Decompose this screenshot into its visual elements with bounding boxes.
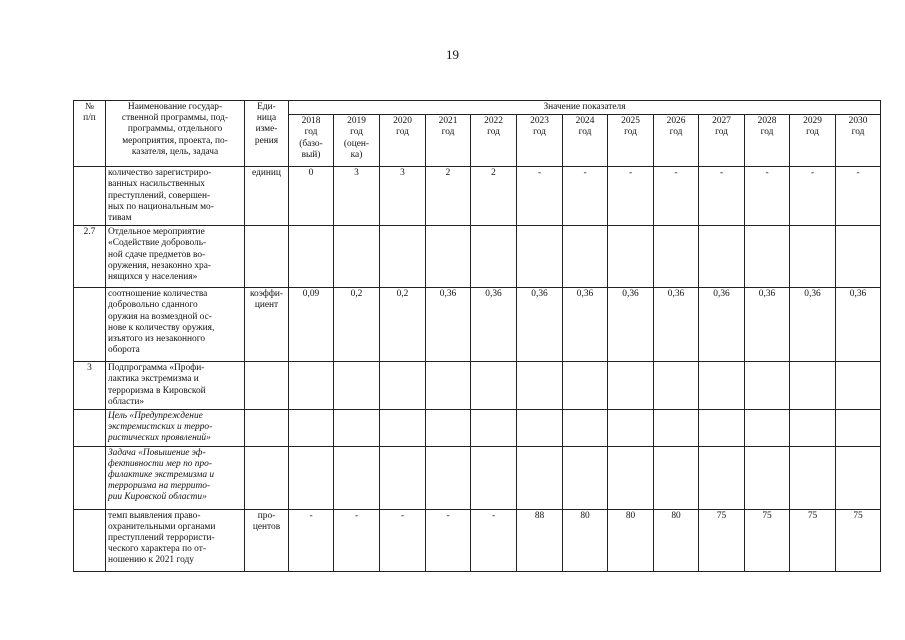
row-value: - (517, 167, 563, 226)
row-value: - (654, 167, 699, 226)
row-value (334, 410, 380, 447)
row-value: 0,2 (334, 288, 380, 362)
row-unit: про- центов (245, 509, 289, 571)
row-value (380, 226, 426, 288)
row-value (563, 410, 608, 447)
row-value: 0,36 (699, 288, 745, 362)
row-value (654, 226, 699, 288)
row-value (745, 362, 790, 410)
row-value: 75 (745, 509, 790, 571)
row-value (836, 410, 881, 447)
header-year: 2023 год (517, 115, 563, 167)
row-unit (245, 410, 289, 447)
header-value-group: Значение показателя (289, 101, 881, 115)
table-row (74, 226, 881, 288)
row-num: 3 (74, 362, 106, 410)
row-value (426, 446, 471, 509)
row-unit: коэффи- циент (245, 288, 289, 362)
row-value: 80 (563, 509, 608, 571)
header-year: 2027 год (699, 115, 745, 167)
row-value (426, 362, 471, 410)
header-year: 2028 год (745, 115, 790, 167)
page-number: 19 (446, 47, 459, 62)
table-row (74, 410, 881, 447)
row-value (289, 226, 334, 288)
row-num (74, 446, 106, 509)
row-value: 2 (471, 167, 517, 226)
header-year: 2020 год (380, 115, 426, 167)
row-value (836, 226, 881, 288)
row-value (517, 446, 563, 509)
row-num (74, 167, 106, 226)
row-value (289, 410, 334, 447)
row-value (699, 410, 745, 447)
row-value (745, 226, 790, 288)
header-unit: Еди- ница изме- рения (245, 101, 289, 167)
table-header (74, 101, 881, 167)
row-value: - (426, 509, 471, 571)
row-value: 0,09 (289, 288, 334, 362)
row-value: - (563, 167, 608, 226)
header-name: Наименование государ- ственной программы, под- программы, отдельного мероприятия, проекта, по- казателя, цель, задача (106, 101, 245, 167)
table-row (74, 446, 881, 509)
header-year: 2025 год (608, 115, 654, 167)
row-value (608, 446, 654, 509)
row-value: - (380, 509, 426, 571)
row-unit (245, 446, 289, 509)
row-value: 0,36 (426, 288, 471, 362)
row-value: 0,36 (608, 288, 654, 362)
indicator-table (73, 100, 881, 572)
row-name: Задача «Повышение эф- фективности мер по про- филактике экстремизма и терроризма на террито- рии Кировской области» (106, 446, 245, 509)
row-value (745, 446, 790, 509)
row-value (790, 410, 836, 447)
row-value (836, 446, 881, 509)
header-year: 2029 год (790, 115, 836, 167)
row-unit (245, 362, 289, 410)
row-value: 3 (380, 167, 426, 226)
row-num (74, 509, 106, 571)
row-value: 80 (654, 509, 699, 571)
row-value (517, 410, 563, 447)
row-value (699, 446, 745, 509)
table-row (74, 288, 881, 362)
row-value (654, 410, 699, 447)
row-value: - (334, 509, 380, 571)
header-year: 2026 год (654, 115, 699, 167)
row-value (334, 226, 380, 288)
row-value: 0,2 (380, 288, 426, 362)
row-value (334, 446, 380, 509)
row-value: - (471, 509, 517, 571)
row-value (380, 362, 426, 410)
row-value (517, 362, 563, 410)
row-value: 0,36 (517, 288, 563, 362)
table-row (74, 167, 881, 226)
header-year: 2030 год (836, 115, 881, 167)
row-name: Подпрограмма «Профи- лактика экстремизма и терроризма в Кировской области» (106, 362, 245, 410)
row-value (289, 362, 334, 410)
row-value (380, 446, 426, 509)
row-value: - (745, 167, 790, 226)
row-value (426, 226, 471, 288)
row-value (289, 446, 334, 509)
row-value: 80 (608, 509, 654, 571)
row-value (380, 410, 426, 447)
row-value (471, 226, 517, 288)
row-value (563, 446, 608, 509)
row-value (426, 410, 471, 447)
row-value: 0,36 (836, 288, 881, 362)
row-value: - (608, 167, 654, 226)
row-value (517, 226, 563, 288)
header-year: 2019 год (оцен- ка) (334, 115, 380, 167)
row-name: соотношение количества добровольно сданного оружия на возмездной ос- нове к количеству оружия, изъятого из незаконного оборота (106, 288, 245, 362)
header-year: 2021 год (426, 115, 471, 167)
row-value: - (289, 509, 334, 571)
row-value (608, 226, 654, 288)
row-value (790, 226, 836, 288)
row-value: 75 (790, 509, 836, 571)
header-year: 2024 год (563, 115, 608, 167)
row-value (654, 446, 699, 509)
row-name: Цель «Предупреждение экстремистских и терро- ристических проявлений» (106, 410, 245, 447)
row-value (745, 410, 790, 447)
row-name: Отдельное мероприятие «Содействие доброволь- ной сдаче предметов во- оружения, незаконно хра- нящихся у населения» (106, 226, 245, 288)
row-value: 0,36 (471, 288, 517, 362)
row-value (471, 362, 517, 410)
row-num: 2.7 (74, 226, 106, 288)
row-value: - (699, 167, 745, 226)
row-name: темп выявления право- охранительными органами преступлений террористи- ческого характера по от- ношению к 2021 году (106, 509, 245, 571)
row-value: - (790, 167, 836, 226)
row-value (471, 410, 517, 447)
row-value (654, 362, 699, 410)
row-value: 0 (289, 167, 334, 226)
row-num (74, 288, 106, 362)
row-value: 88 (517, 509, 563, 571)
row-unit: единиц (245, 167, 289, 226)
row-value: 75 (836, 509, 881, 571)
row-value: 0,36 (745, 288, 790, 362)
row-value: 0,36 (654, 288, 699, 362)
table-row (74, 362, 881, 410)
header-num: № п/п (74, 101, 106, 167)
row-value: 0,36 (790, 288, 836, 362)
header-year: 2018 год (базо- вый) (289, 115, 334, 167)
row-value (790, 446, 836, 509)
table-body (74, 167, 881, 571)
row-value (836, 362, 881, 410)
row-value (563, 362, 608, 410)
row-value (608, 410, 654, 447)
row-value: 2 (426, 167, 471, 226)
row-value (334, 362, 380, 410)
row-value (790, 362, 836, 410)
row-value (699, 362, 745, 410)
row-value (608, 362, 654, 410)
row-value (699, 226, 745, 288)
row-value (563, 226, 608, 288)
table-row (74, 509, 881, 571)
row-name: количество зарегистриро- ванных насильственных преступлений, совершен- ных по национальным мо- тивам (106, 167, 245, 226)
row-value: 75 (699, 509, 745, 571)
row-value: 0,36 (563, 288, 608, 362)
row-num (74, 410, 106, 447)
row-unit (245, 226, 289, 288)
row-value: - (836, 167, 881, 226)
row-value: 3 (334, 167, 380, 226)
header-year: 2022 год (471, 115, 517, 167)
row-value (471, 446, 517, 509)
